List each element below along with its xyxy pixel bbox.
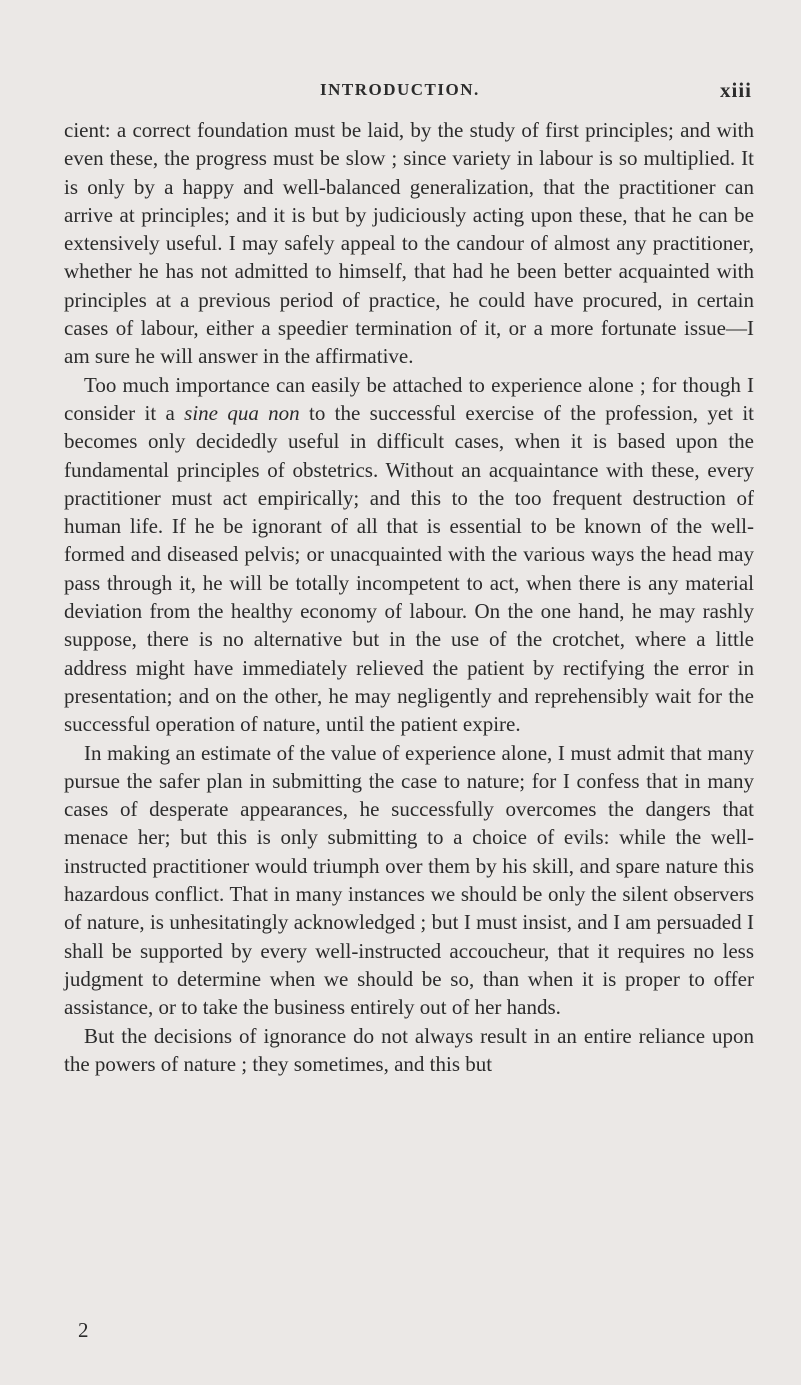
paragraph-2-text-before: Too much importance can easily be attached to experience alone ; for though I consider it a bbox=[64, 372, 754, 425]
paragraph-4-text: But the decisions of ignorance do not always result in an entire reliance upon the powers of nature ; they sometimes, and this but bbox=[64, 1023, 754, 1076]
signature-mark: 2 bbox=[78, 1318, 89, 1342]
paragraph-4 bbox=[64, 1022, 754, 1079]
body-text bbox=[64, 116, 754, 1078]
paragraph-3-text: In making an estimate of the value of experience alone, I must admit that many pursue the safer plan in submitting the case to nature; for I confess that in many cases of desperate appearances, he successfully overcomes the dangers that menace her; but this is only submitting to a choice of evils: while the well-instructed practitioner would triumph over them by his skill, and spare nature this hazardous conflict. That in many instances we should be only the silent observers of nature, is unhesitatingly acknowledged ; but I must insist, and I am persuaded I shall be supported by every well-instructed accoucheur, that it requires no less judgment to determine when we should be so, than when it is proper to offer assistance, or to take the business entirely out of her hands. bbox=[64, 740, 754, 1020]
paragraph-1-text: cient: a correct foundation must be laid, by the study of first principles; and with even these, the progress must be slow ; since variety in labour is so multiplied. It is only by a happy and well-balanced generalization, that the practitioner can arrive at principles; and it is but by judiciously acting upon these, that he can be extensively useful. I may safely appeal to the candour of almost any practitioner, whether he has not admitted to himself, that had he been better acquainted with principles at a previous period of practice, he could have procured, in certain cases of labour, either a speedier termination of it, or a more fortunate issue—I am sure he will answer in the affirmative. bbox=[64, 118, 754, 369]
paragraph-3 bbox=[64, 739, 754, 1022]
paragraph-2-italic-phrase: sine qua non bbox=[184, 400, 300, 425]
page-header bbox=[0, 80, 801, 104]
running-head: INTRODUCTION. bbox=[320, 80, 480, 99]
paragraph-2 bbox=[64, 371, 754, 739]
paragraph-2-text-after: to the successful exercise of the profession, yet it becomes only decidedly useful in difficult cases, when it is based upon the fundamental principles of obstetrics. Without an acquaintance with these, every practitioner must act empirically; and this to the too frequent destruction of human life. If he be ignorant of all that is essential to be known of the well-formed and diseased pelvis; or unacquainted with the various ways the head may pass through it, he will be totally incompetent to act, when there is any material deviation from the healthy economy of labour. On the one hand, he may rashly suppose, there is no alternative but in the use of the crotchet, where a little address might have immediately relieved the patient by rectifying the error in presentation; and on the other, he may negligently and reprehensibly wait for the successful operation of nature, until the patient expire. bbox=[64, 400, 755, 737]
paragraph-1 bbox=[64, 116, 754, 371]
page-number: xiii bbox=[720, 78, 753, 102]
